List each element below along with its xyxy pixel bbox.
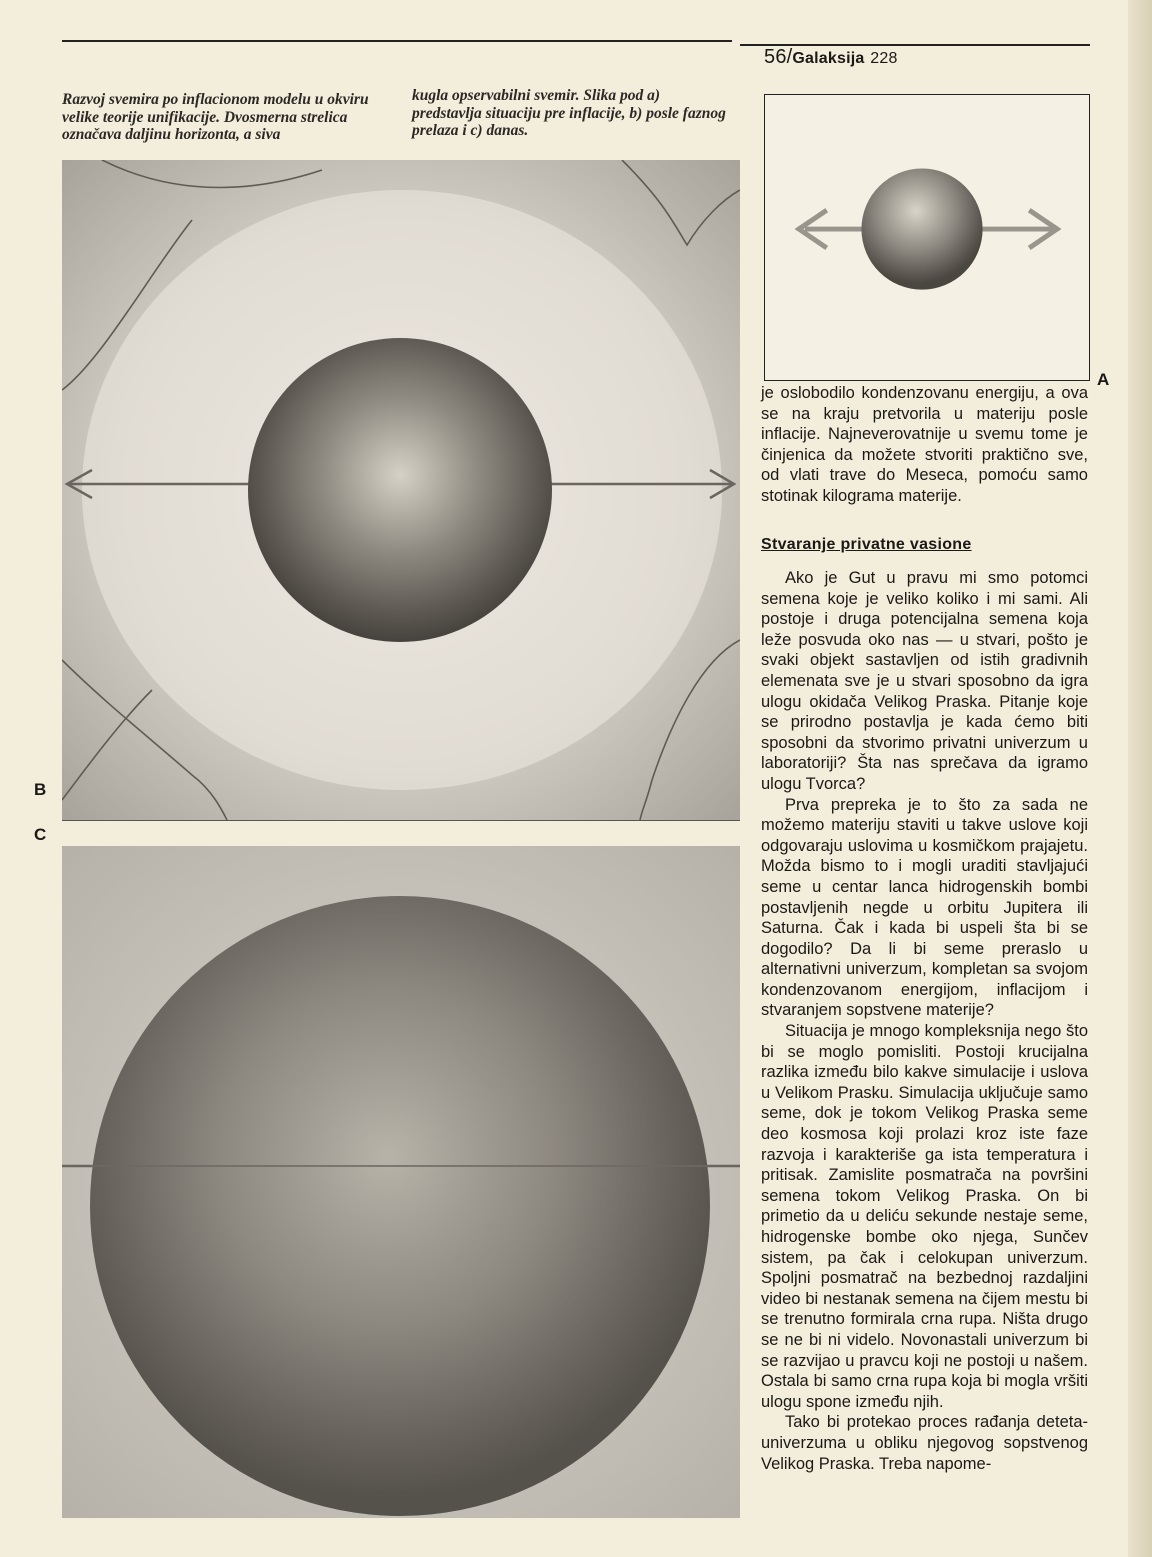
- figure-label-b: B: [34, 780, 47, 799]
- article-column-intro: [761, 383, 1088, 507]
- issue-number: 228: [870, 50, 898, 67]
- section-title: Stvaranje privatne vasione: [761, 536, 972, 553]
- page-number: 56/: [764, 46, 793, 68]
- page-header: [764, 46, 898, 69]
- observable-sphere-b: [248, 338, 552, 642]
- paragraph-1: Ako je Gut u pravu mi smo potomci semena koje je veliko koliko i mi sami. Ali postoje i druga potencijalna semena koja leže posvuda oko nas — u stvari, pošto je svaki objekt sastavljen od istih gradivnih elemenata sve je u stvari sposobno da igra ulogu okidača Velikog Praska. Pitanje koje se prirodno postavlja je kada ćemo biti sposobni da stvorimo privatni univerzum u laboratoriji? Šta nas sprečava da igramo ulogu Tvorca?: [761, 569, 1088, 793]
- page-edge: [1128, 0, 1152, 1557]
- paragraph-intro: je oslobodilo kondenzovanu energiju, a ova se na kraju pretvorila u materiju posle inflacije. Najneverovatnije u svemu tome je činjenica da možete stvoriti praktično sve, od vlati trave do Meseca, pomoću samo stotinak kilograma materije.: [761, 384, 1088, 505]
- figure-label-c: C: [34, 825, 47, 844]
- figure-c: [62, 846, 740, 1518]
- figure-b-bottom-rule: [62, 820, 740, 821]
- paragraph-3: Situacija je mnogo kompleksnija nego što bi se moglo pomisliti. Postoji krucijalna razlika između bilo kakve simulacije i uslova u Velikom Prasku. Simulacija uključuje samo seme, dok je tokom Velikog Praska seme deo kosmosa koji prolazi kroz iste faze razvoja i karakteriše ga ista temperatura i pritisak. Zamislite posmatrača na površini semena tokom Velikog Praska. On bi primetio da u deliću sekunde nestaje seme, hidrogenske bombe oko njega, Sunčev sistem, pa čak i celokupan univerzum. Spoljni posmatrač na bezbednoj razdaljini video bi nestanak semena na čijem mestu bi se trenutno formirala crna rupa. Ništa drugo se ne bi ni videlo. Novonastali univerzum bi se razvijao u pravcu koji ne postoji u našem. Ostala bi samo crna rupa koja bi mogla vršiti ulogu spone između njih.: [761, 1022, 1088, 1411]
- observable-sphere-a: [861, 168, 982, 289]
- caption-right: [412, 87, 732, 140]
- caption-left: [62, 91, 392, 144]
- figure-b: [62, 160, 740, 820]
- figure-b-illustration: [62, 160, 740, 820]
- caption-right-text: kugla opservabilni svemir. Slika pod a) predstavlja situaciju pre inflacije, b) posle faznog prelaza i c) danas.: [412, 87, 726, 139]
- paragraph-2: Prva prepreka je to što za sada ne možemo materiju staviti u takve uslove koji odgovaraju uslovima u kosmičkom prajajetu. Možda bismo to i mogli uraditi stavljajući seme u centar lanca hidrogenskih bombi postavljenih negde u orbitu Jupitera ili Saturna. Čak i kada bi uspeli šta bi se dogodilo? Da li bi seme preraslo u alternativni univerzum, kompletan sa svojom kondenzovanom energijom, inflacijom i stvaranjem sopstvene materije?: [761, 795, 1088, 1020]
- figure-label-a: A: [1097, 370, 1110, 389]
- magazine-name: Galaksija: [792, 50, 865, 67]
- article-column-body: [761, 568, 1088, 1474]
- observable-sphere-c: [90, 896, 710, 1516]
- figure-c-illustration: [62, 846, 740, 1518]
- paragraph-4: Tako bi protekao proces rađanja deteta-univerzuma u obliku njegovog sopstvenog Velikog Praska. Treba napome-: [761, 1413, 1088, 1473]
- figure-a: [764, 94, 1090, 381]
- caption-left-text: Razvoj svemira po inflacionom modelu u okviru velike teorije unifikacije. Dvosmerna strelica označava daljinu horizonta, a siva: [62, 91, 369, 143]
- figure-a-illustration: [765, 95, 1089, 380]
- top-rule-left: [62, 40, 732, 42]
